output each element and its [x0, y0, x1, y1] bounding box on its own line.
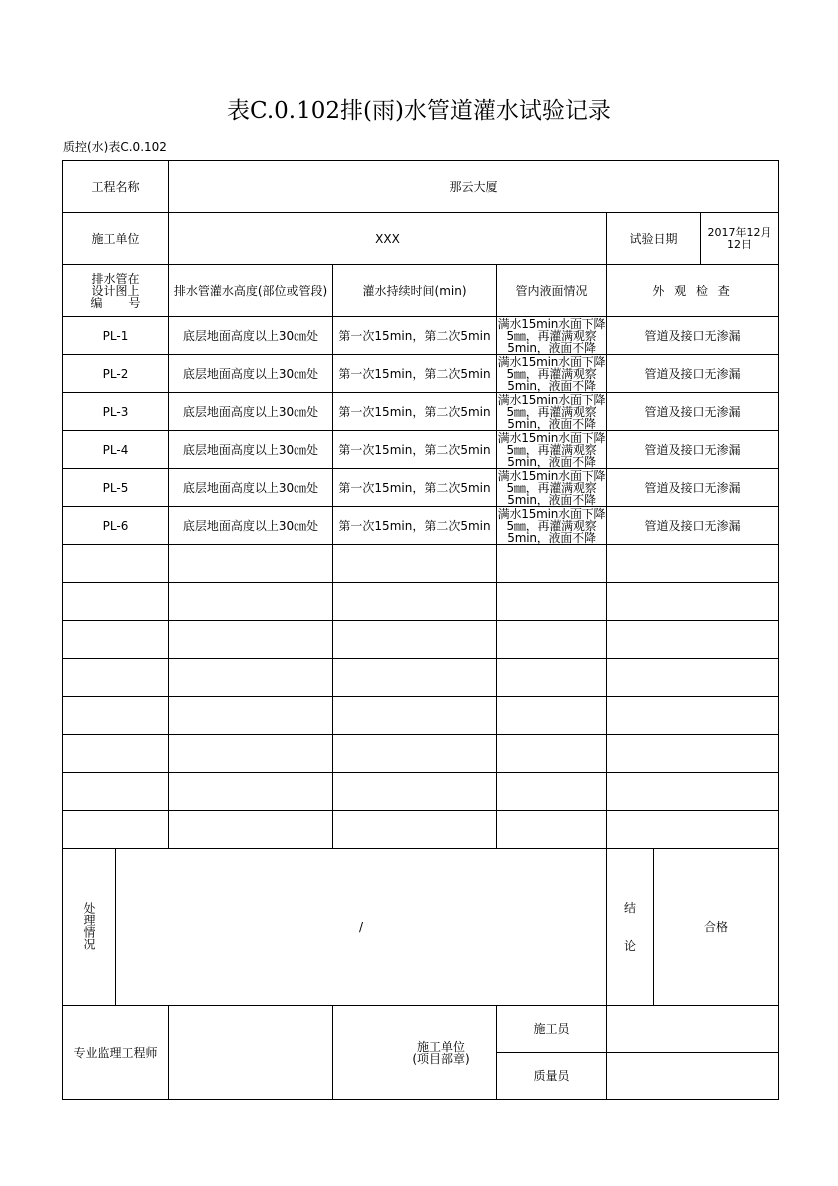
conclusion-label-char1: 结	[624, 901, 637, 915]
appearance-header: 外 观 检 查	[607, 265, 779, 317]
empty-cell[interactable]	[169, 735, 333, 773]
empty-cell[interactable]	[333, 773, 497, 811]
height-header: 排水管灌水高度(部位或管段)	[169, 265, 333, 317]
date-value: 2017年12月12日	[701, 213, 779, 265]
supervisor-sign[interactable]	[169, 1006, 333, 1100]
empty-row	[63, 735, 779, 773]
empty-cell[interactable]	[607, 659, 779, 697]
duration-cell: 第一次15min，第二次5min	[333, 393, 497, 431]
empty-cell[interactable]	[333, 621, 497, 659]
builder-sign[interactable]	[607, 1006, 779, 1053]
level-header: 管内液面情况	[497, 265, 607, 317]
appearance-cell: 管道及接口无渗漏	[607, 469, 779, 507]
appearance-cell: 管道及接口无渗漏	[607, 431, 779, 469]
contractor-seal-label	[333, 1006, 497, 1100]
conclusion-label-char2: 论	[624, 939, 637, 953]
builder-label: 施工员	[497, 1006, 607, 1053]
pipe-no-header	[63, 265, 169, 317]
empty-cell[interactable]	[607, 773, 779, 811]
form-code: 质控(水)表C.0.102	[63, 140, 167, 154]
empty-cell[interactable]	[497, 773, 607, 811]
empty-row	[63, 811, 779, 849]
empty-cell[interactable]	[63, 773, 169, 811]
empty-cell[interactable]	[497, 659, 607, 697]
project-value: 那云大厦	[169, 161, 779, 213]
empty-cell[interactable]	[607, 545, 779, 583]
empty-cell[interactable]	[333, 811, 497, 849]
level-cell: 满水15min水面下降5㎜，再灌满观察5min，液面不降	[497, 506, 606, 545]
table-row	[63, 355, 779, 393]
date-label: 试验日期	[607, 213, 701, 265]
empty-cell[interactable]	[169, 583, 333, 621]
height-cell: 底层地面高度以上30㎝处	[169, 355, 333, 393]
height-cell: 底层地面高度以上30㎝处	[169, 393, 333, 431]
conclusion-label-cell	[607, 849, 654, 1006]
duration-cell: 第一次15min，第二次5min	[333, 355, 497, 393]
empty-cell[interactable]	[63, 545, 169, 583]
project-row	[63, 161, 779, 213]
table-row	[63, 317, 779, 355]
empty-cell[interactable]	[333, 583, 497, 621]
empty-cell[interactable]	[607, 697, 779, 735]
contractor-seal-line1: 施工单位	[417, 1039, 466, 1054]
pipe-id-cell: PL-1	[63, 317, 169, 355]
empty-cell[interactable]	[607, 583, 779, 621]
disposal-row	[63, 849, 779, 1006]
empty-cell[interactable]	[607, 811, 779, 849]
record-table	[62, 160, 779, 1100]
page-title: 表C.0.102排(雨)水管道灌水试验记录	[227, 98, 611, 124]
height-cell: 底层地面高度以上30㎝处	[169, 469, 333, 507]
level-cell: 满水15min水面下降5㎜，再灌满观察5min，液面不降	[497, 468, 606, 507]
height-cell: 底层地面高度以上30㎝处	[169, 507, 333, 545]
empty-cell[interactable]	[333, 697, 497, 735]
empty-cell[interactable]	[333, 545, 497, 583]
empty-cell[interactable]	[169, 811, 333, 849]
pipe-id-cell: PL-3	[63, 393, 169, 431]
empty-cell[interactable]	[497, 697, 607, 735]
column-header-row	[63, 265, 779, 317]
signature-row-1	[63, 1006, 779, 1053]
disposal-value: /	[116, 849, 607, 1006]
empty-cell[interactable]	[63, 697, 169, 735]
pipe-id-cell: PL-6	[63, 507, 169, 545]
empty-row	[63, 545, 779, 583]
level-cell: 满水15min水面下降5㎜，再灌满观察5min，液面不降	[497, 430, 606, 469]
contractor-row	[63, 213, 779, 265]
pipe-no-header-line2: 设计图上	[91, 283, 140, 298]
empty-row	[63, 583, 779, 621]
table-row	[63, 469, 779, 507]
project-label: 工程名称	[63, 161, 169, 213]
empty-cell[interactable]	[497, 545, 607, 583]
empty-row	[63, 659, 779, 697]
empty-cell[interactable]	[333, 659, 497, 697]
duration-header: 灌水持续时间(min)	[333, 265, 497, 317]
pipe-id-cell: PL-4	[63, 431, 169, 469]
level-cell: 满水15min水面下降5㎜，再灌满观察5min，液面不降	[497, 316, 606, 355]
empty-row	[63, 697, 779, 735]
empty-cell[interactable]	[63, 735, 169, 773]
empty-cell[interactable]	[607, 735, 779, 773]
pipe-no-header-char1: 编	[90, 295, 103, 310]
table-row	[63, 393, 779, 431]
empty-cell[interactable]	[169, 621, 333, 659]
level-cell: 满水15min水面下降5㎜，再灌满观察5min，液面不降	[497, 392, 606, 431]
disposal-label-cell	[63, 849, 116, 1006]
pipe-id-cell: PL-2	[63, 355, 169, 393]
appearance-cell: 管道及接口无渗漏	[607, 393, 779, 431]
empty-cell[interactable]	[497, 735, 607, 773]
height-cell: 底层地面高度以上30㎝处	[169, 431, 333, 469]
empty-cell[interactable]	[497, 621, 607, 659]
qc-label: 质量员	[497, 1053, 607, 1100]
disposal-label: 处理情况	[82, 902, 96, 950]
empty-cell[interactable]	[169, 697, 333, 735]
empty-cell[interactable]	[497, 811, 607, 849]
level-cell: 满水15min水面下降5㎜，再灌满观察5min，液面不降	[497, 354, 606, 393]
empty-cell[interactable]	[497, 583, 607, 621]
height-cell: 底层地面高度以上30㎝处	[169, 317, 333, 355]
conclusion-value: 合格	[654, 849, 779, 1006]
empty-cell[interactable]	[63, 583, 169, 621]
empty-cell[interactable]	[63, 811, 169, 849]
appearance-cell: 管道及接口无渗漏	[607, 355, 779, 393]
duration-cell: 第一次15min，第二次5min	[333, 317, 497, 355]
empty-cell[interactable]	[169, 659, 333, 697]
duration-cell: 第一次15min，第二次5min	[333, 507, 497, 545]
contractor-value: XXX	[169, 213, 607, 265]
empty-cell[interactable]	[169, 545, 333, 583]
contractor-label: 施工单位	[63, 213, 169, 265]
empty-cell[interactable]	[63, 659, 169, 697]
empty-cell[interactable]	[63, 621, 169, 659]
empty-row	[63, 621, 779, 659]
empty-cell[interactable]	[169, 773, 333, 811]
table-row	[63, 431, 779, 469]
table-row	[63, 507, 779, 545]
pipe-no-header-line3	[63, 297, 168, 309]
supervisor-label: 专业监理工程师	[63, 1006, 169, 1100]
pipe-id-cell: PL-5	[63, 469, 169, 507]
empty-cell[interactable]	[333, 735, 497, 773]
pipe-no-header-char2: 号	[128, 295, 141, 310]
appearance-cell: 管道及接口无渗漏	[607, 507, 779, 545]
qc-sign[interactable]	[607, 1053, 779, 1100]
empty-row	[63, 773, 779, 811]
pipe-no-header-line1: 排水管在	[91, 271, 140, 286]
duration-cell: 第一次15min，第二次5min	[333, 469, 497, 507]
empty-cell[interactable]	[607, 621, 779, 659]
contractor-seal-line2: (项目部章)	[412, 1051, 470, 1066]
appearance-cell: 管道及接口无渗漏	[607, 317, 779, 355]
duration-cell: 第一次15min，第二次5min	[333, 431, 497, 469]
